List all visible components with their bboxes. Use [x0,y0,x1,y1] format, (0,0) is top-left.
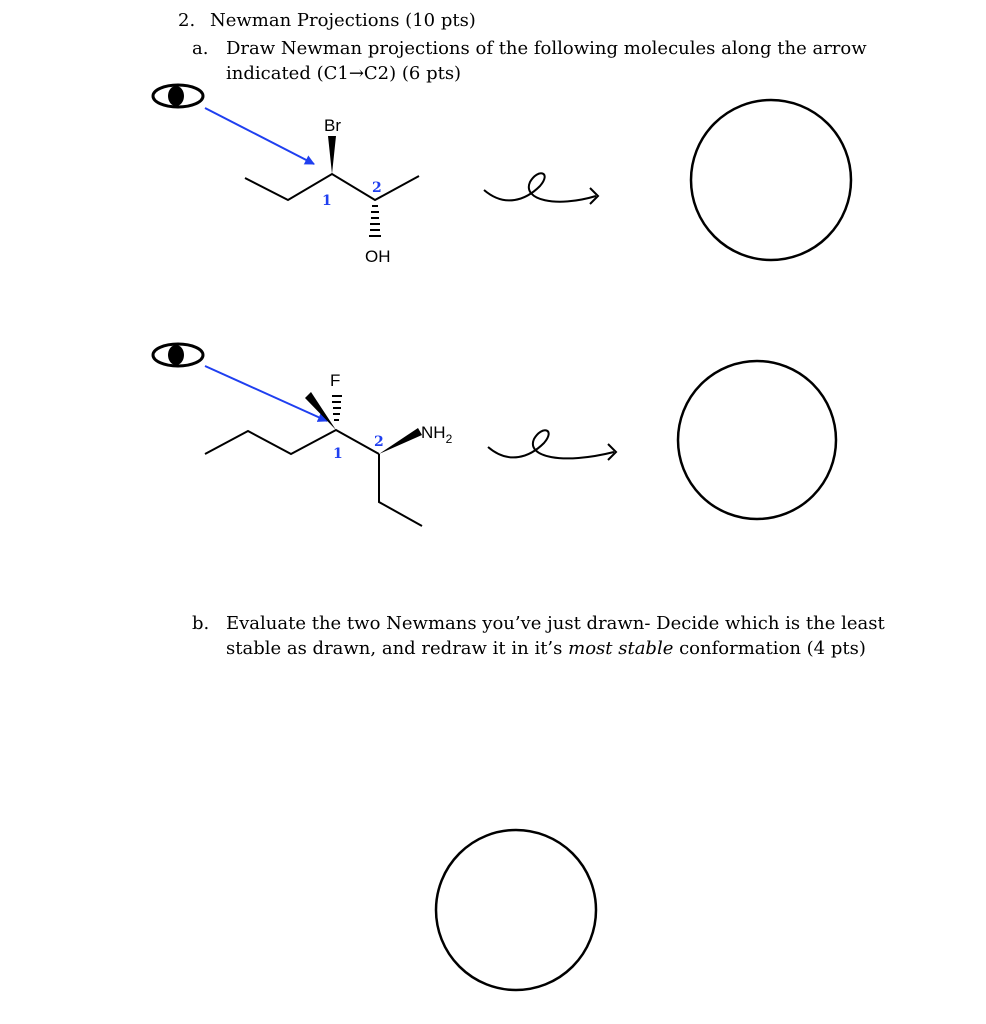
nh-text: NH [421,423,446,442]
eye-icon-1 [153,85,203,107]
part-b-line-1: Evaluate the two Newmans you’ve just drawn- Decide which is the least [226,613,885,634]
part-b-line-2-start: stable as drawn, and redraw it in it’s [226,638,569,659]
wedge-bond-br [328,136,336,174]
part-a-line-1: Draw Newman projections of the following molecules along the arrow [226,38,867,59]
substituent-br: Br [324,116,341,135]
substituent-nh2 [421,423,453,446]
substituent-oh: OH [365,247,391,266]
carbon-2-label-m1: 2 [372,180,382,196]
wedge-bond-back [305,392,336,430]
question-title: Newman Projections (10 pts) [210,10,476,31]
wedge-bond-nh2 [379,428,422,454]
nh2-subscript: 2 [445,432,453,446]
hash-bond-f [332,396,342,420]
conformational-squiggle-2 [488,430,614,458]
view-arrow-1 [205,108,314,164]
newman-circle-2 [678,361,836,519]
question-number: 2. [178,10,196,31]
carbon-1-label-m1: 1 [322,193,332,209]
substituent-f: F [330,371,341,390]
view-arrow-2 [205,366,327,421]
eye-icon-2 [153,344,203,366]
part-b-line-2 [226,636,892,661]
conformational-squiggle-1 [484,173,596,201]
newman-circle-redraw [436,830,596,990]
part-b-letter: b. [192,613,210,634]
molecule-2-skeleton [205,430,422,526]
carbon-1-label-m2: 1 [333,446,343,462]
part-a-letter: a. [192,38,209,59]
carbon-2-label-m2: 2 [374,434,384,450]
molecule-1-skeleton [245,174,419,200]
hash-bond-oh [369,206,381,236]
newman-circle-1 [691,100,851,260]
part-b-line-2-end: conformation (4 pts) [673,638,866,659]
part-b-instructions [192,611,892,661]
part-a-line-2: indicated (C1→C2) (6 pts) [226,63,462,84]
part-b-emphasis: most stable [568,638,674,659]
